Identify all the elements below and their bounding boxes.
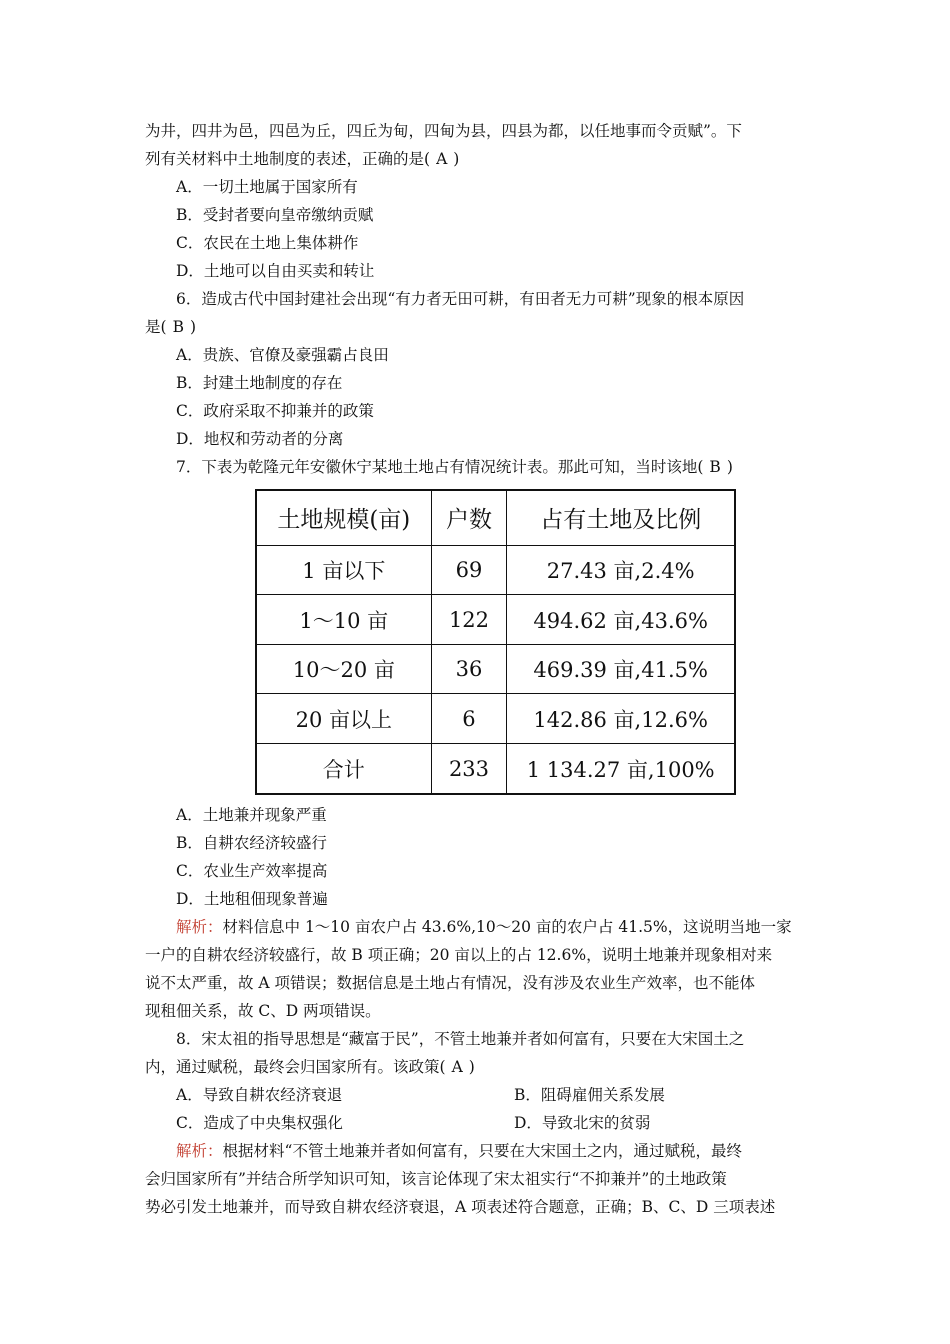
q6-answer: B — [172, 318, 184, 336]
header-land-scale: 土地规模(亩) — [256, 490, 431, 545]
q7-analysis-line3: 说不太严重，故 A 项错误；数据信息是土地占有情况，没有涉及农业生产效率，也不能体 — [145, 974, 756, 992]
q7-analysis-line1 — [145, 913, 810, 941]
q5-option-d: D．土地可以自由买卖和转让 — [176, 262, 375, 280]
q6-stem-line1: 6．造成古代中国封建社会出现“有力者无田可耕，有田者无力可耕”现象的根本原因 — [176, 290, 745, 308]
q7-analysis-text: 材料信息中 1～10 亩农户占 43.6%,10～20 亩的农户占 41.5%，这说明当地一家 — [222, 918, 792, 936]
q8-option-c: C．造成了中央集权强化 — [176, 1114, 343, 1132]
table-row — [256, 644, 735, 694]
q5-paren-close: ) — [453, 150, 460, 168]
table-cell: 20 亩以上 — [256, 694, 431, 744]
q8-analysis-line3: 势必引发土地兼并，而导致自耕农经济衰退，A 项表述符合题意，正确；B、C、D 三项表述 — [145, 1198, 776, 1216]
q7-analysis-label: 解析： — [176, 918, 223, 936]
q8-option-a: A．导致自耕农经济衰退 — [176, 1086, 343, 1104]
q8-analysis-line1 — [145, 1137, 810, 1165]
q5-text-line1: 为井，四井为邑，四邑为丘，四丘为甸，四甸为县，四县为都，以任地事而令贡赋”。下 — [145, 122, 742, 140]
table-cell: 27.43 亩,2.4% — [507, 545, 735, 595]
table-row — [256, 595, 735, 645]
q7-answer: B — [709, 458, 721, 476]
q8-answer: A — [451, 1058, 463, 1076]
table-cell: 1 亩以下 — [256, 545, 431, 595]
table-cell: 1 134.27 亩,100% — [507, 744, 735, 794]
table-header-row — [256, 490, 735, 545]
table-cell: 69 — [431, 545, 507, 595]
table-cell: 36 — [431, 644, 507, 694]
q8-stem-line1: 8．宋太祖的指导思想是“藏富于民”，不管土地兼并者如何富有，只要在大宋国土之 — [176, 1030, 745, 1048]
q8-option-b: B．阻碍雇佣关系发展 — [514, 1086, 665, 1104]
table-cell: 469.39 亩,41.5% — [507, 644, 735, 694]
q6-stem-line2 — [145, 313, 810, 341]
q7-stem-text: 7．下表为乾隆元年安徽休宁某地土地占有情况统计表。那此可知，当时该地( — [176, 458, 704, 476]
table-cell: 10～20 亩 — [256, 644, 431, 694]
q6-option-a: A．贵族、官僚及豪强霸占良田 — [176, 346, 389, 364]
q8-option-d: D．导致北宋的贫弱 — [514, 1114, 651, 1132]
q7-stem — [145, 453, 810, 481]
q7-paren-close: ) — [726, 458, 733, 476]
q5-text-line2 — [145, 145, 810, 173]
q6-option-c: C．政府采取不抑兼并的政策 — [176, 402, 374, 420]
header-households: 户数 — [431, 490, 507, 545]
q8-analysis-text: 根据材料“不管土地兼并者如何富有，只要在大宋国土之内，通过赋税，最终 — [222, 1142, 742, 1160]
q7-option-c: C．农业生产效率提高 — [176, 862, 328, 880]
q5-option-c: C．农民在土地上集体耕作 — [176, 234, 359, 252]
q6-stem: 是( — [145, 318, 167, 336]
q6-option-d: D．地权和劳动者的分离 — [176, 430, 344, 448]
q8-stem-line2 — [145, 1053, 810, 1081]
q7-option-d: D．土地租佃现象普遍 — [176, 890, 328, 908]
table-total-row — [256, 744, 735, 794]
table-cell: 233 — [431, 744, 507, 794]
q5-option-a: A．一切土地属于国家所有 — [176, 178, 358, 196]
q6-option-b: B．封建土地制度的存在 — [176, 374, 343, 392]
table-cell: 494.62 亩,43.6% — [507, 595, 735, 645]
q5-stem: 列有关材料中土地制度的表述，正确的是( — [145, 150, 431, 168]
q7-analysis-line4: 现租佃关系，故 C、D 两项错误。 — [145, 1002, 381, 1020]
q7-analysis-line2: 一户的自耕农经济较盛行，故 B 项正确；20 亩以上的占 12.6%，说明土地兼并现象相对来 — [145, 946, 773, 964]
q5-answer: A — [436, 150, 448, 168]
q8-analysis-line2: 会归国家所有”并结合所学知识可知，该言论体现了宋太祖实行“不抑兼并”的土地政策 — [145, 1170, 727, 1188]
q5-option-b: B．受封者要向皇帝缴纳贡赋 — [176, 206, 374, 224]
table-row — [256, 545, 735, 595]
table-cell: 合计 — [256, 744, 431, 794]
table-cell: 6 — [431, 694, 507, 744]
table-cell: 1～10 亩 — [256, 595, 431, 645]
q8-paren-close: ) — [468, 1058, 475, 1076]
q8-analysis-label: 解析： — [176, 1142, 223, 1160]
table-row — [256, 694, 735, 744]
land-statistics-table — [255, 489, 736, 795]
q7-option-a: A．土地兼并现象严重 — [176, 806, 327, 824]
q8-options-row1 — [145, 1081, 810, 1109]
table-cell: 142.86 亩,12.6% — [507, 694, 735, 744]
q7-option-b: B．自耕农经济较盛行 — [176, 834, 327, 852]
q8-options-row2 — [145, 1109, 810, 1137]
header-land-share: 占有土地及比例 — [507, 490, 735, 545]
q6-paren-close: ) — [189, 318, 197, 336]
q8-stem: 内，通过赋税，最终会归国家所有。该政策( — [145, 1058, 446, 1076]
table-cell: 122 — [431, 595, 507, 645]
